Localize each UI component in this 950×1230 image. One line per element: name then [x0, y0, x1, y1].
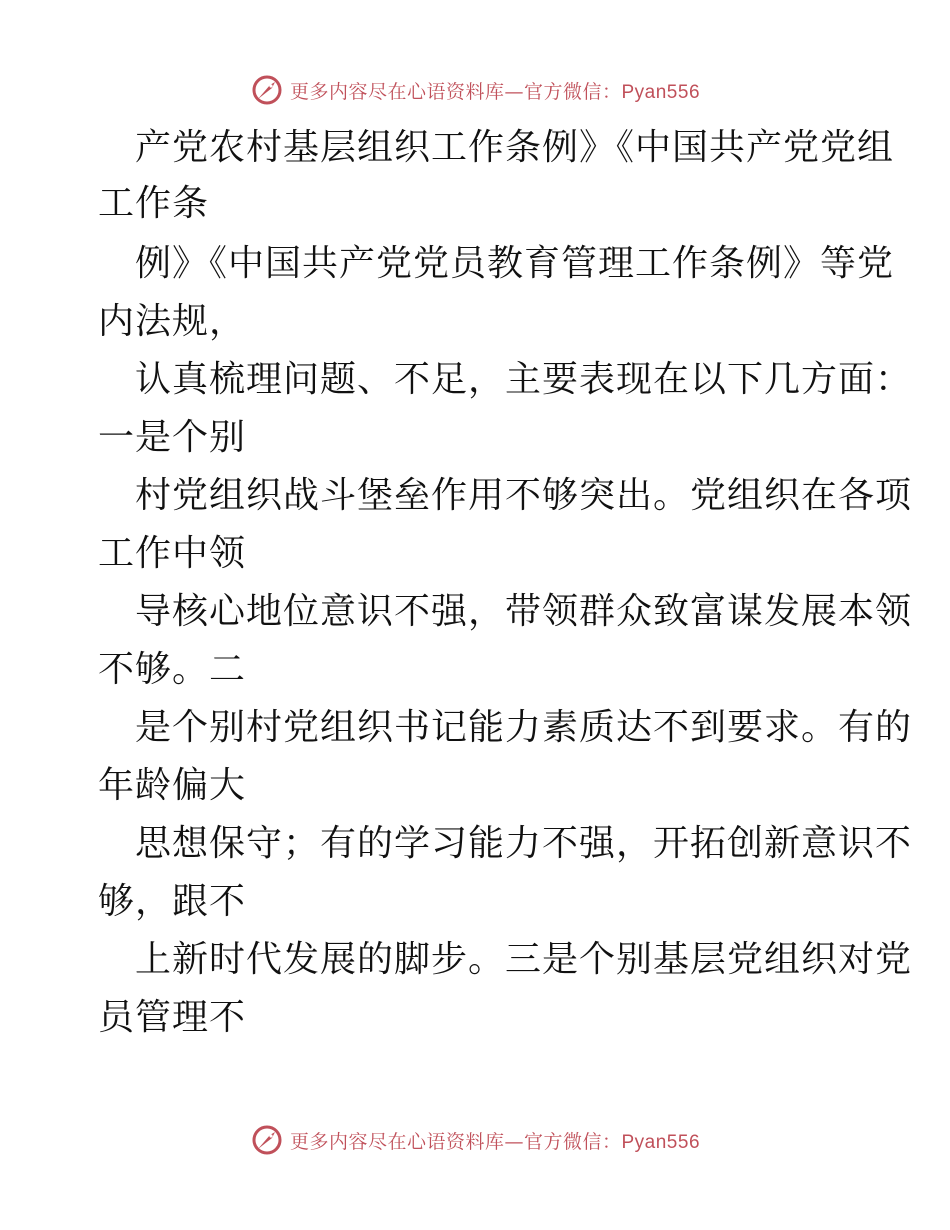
text-line: 是个别村党组织书记能力素质达不到要求。有的	[135, 707, 913, 748]
banner-text: 更多内容尽在心语资料库—官方微信：Pyan556	[289, 1130, 701, 1153]
text-line: 工作条	[98, 183, 210, 224]
banner-text: 更多内容尽在心语资料库—官方微信：Pyan556	[289, 80, 701, 103]
text-line: 不够。二	[98, 649, 247, 690]
text-line: 年龄偏大	[98, 765, 247, 806]
pen-nib-logo-icon	[250, 73, 284, 107]
text-line: 够，跟不	[98, 881, 247, 922]
header-banner	[0, 70, 950, 110]
text-line: 思想保守；有的学习能力不强，开拓创新意识不	[135, 823, 913, 864]
text-line: 上新时代发展的脚步。三是个别基层党组织对党	[135, 939, 913, 980]
footer-banner	[0, 1120, 950, 1160]
text-line: 认真梳理问题、不足，主要表现在以下几方面：	[135, 359, 913, 400]
text-line: 工作中领	[98, 533, 247, 574]
text-line: 村党组织战斗堡垒作用不够突出。党组织在各项	[135, 475, 913, 516]
text-line: 产党农村基层组织工作条例》《中国共产党党组	[135, 127, 895, 168]
pen-nib-logo-icon	[250, 1123, 284, 1157]
text-line: 内法规，	[98, 301, 247, 342]
text-line: 导核心地位意识不强，带领群众致富谋发展本领	[135, 591, 913, 632]
text-line: 一是个别	[98, 417, 247, 458]
text-line: 例》《中国共产党党员教育管理工作条例》等党	[135, 243, 895, 284]
text-line: 员管理不	[98, 997, 247, 1038]
